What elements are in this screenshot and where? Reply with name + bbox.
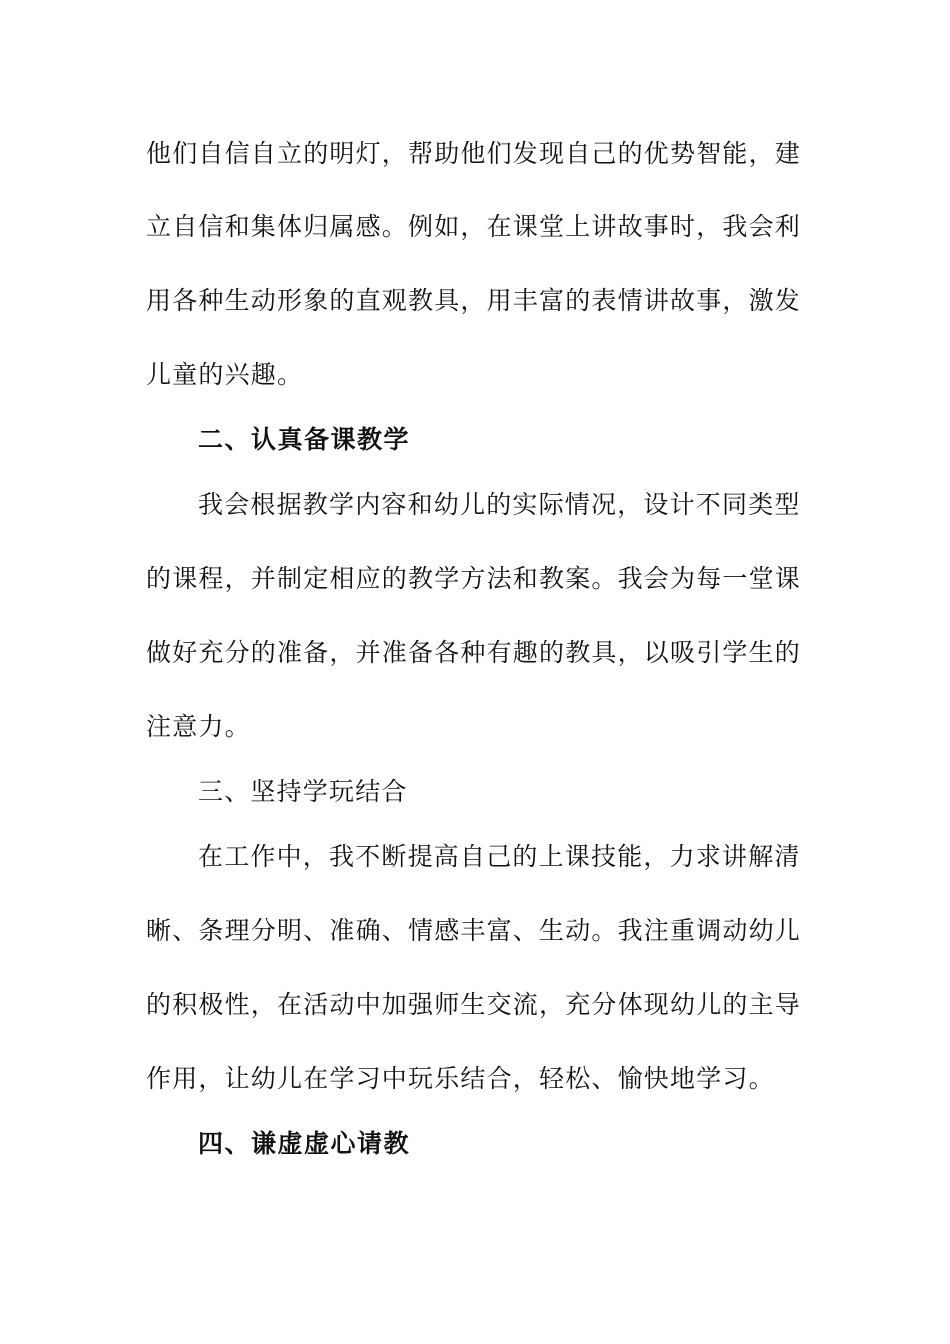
paragraph-line: 晰、条理分明、准确、情感丰富、生动。我注重调动幼儿 (146, 916, 802, 945)
paragraph-line: 注意力。 (146, 712, 251, 741)
section-heading-2: 二、认真备课教学 (198, 425, 411, 454)
section-heading-4: 四、谦虚虚心请教 (198, 1129, 411, 1158)
paragraph-line: 的积极性，在活动中加强师生交流，充分体现幼儿的主导 (146, 990, 802, 1019)
paragraph-line: 儿童的兴趣。 (146, 360, 304, 389)
section-heading-3: 三、坚持学玩结合 (198, 777, 408, 806)
paragraph-line: 在工作中，我不断提高自己的上课技能，力求讲解清 (198, 842, 801, 871)
paragraph-line: 我会根据教学内容和幼儿的实际情况，设计不同类型 (198, 490, 801, 519)
paragraph-line: 的课程，并制定相应的教学方法和教案。我会为每一堂课 (146, 564, 802, 593)
paragraph-line: 作用，让幼儿在学习中玩乐结合，轻松、愉快地学习。 (146, 1064, 775, 1093)
paragraph-line: 立自信和集体归属感。例如，在课堂上讲故事时，我会利 (146, 212, 802, 241)
paragraph-line: 他们自信自立的明灯，帮助他们发现自己的优势智能，建 (146, 139, 802, 168)
paragraph-line: 做好充分的准备，并准备各种有趣的教具，以吸引学生的 (146, 638, 802, 667)
paragraph-line: 用各种生动形象的直观教具，用丰富的表情讲故事，激发 (146, 286, 802, 315)
